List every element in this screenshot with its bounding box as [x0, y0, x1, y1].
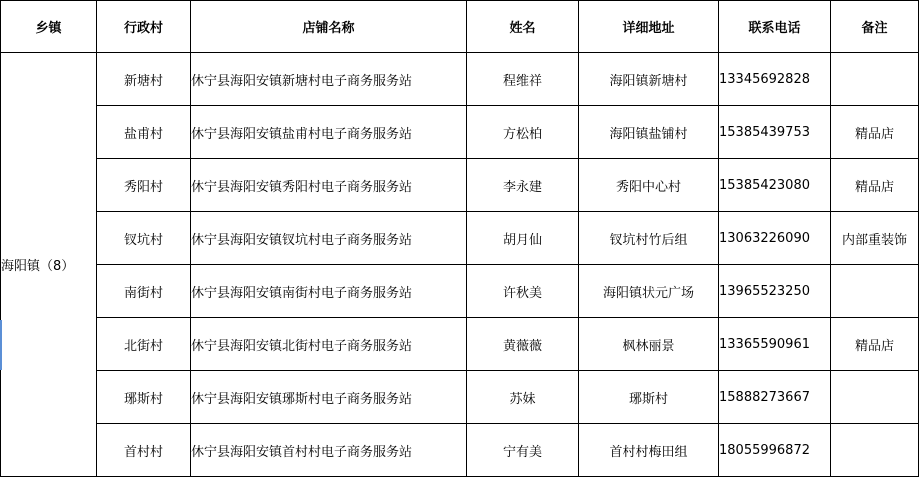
- phone-cell: 13965523250: [719, 265, 831, 318]
- header-person-name: 姓名: [467, 1, 579, 53]
- village-cell: 南街村: [97, 265, 191, 318]
- shop-cell: 休宁县海阳安镇北街村电子商务服务站: [191, 318, 467, 371]
- village-cell: 钗坑村: [97, 212, 191, 265]
- header-town: 乡镇: [1, 1, 97, 53]
- village-cell: 首村村: [97, 424, 191, 477]
- address-cell: 海阳镇盐铺村: [579, 106, 719, 159]
- table-row: [1, 106, 919, 159]
- shop-cell: 休宁县海阳安镇首村村电子商务服务站: [191, 424, 467, 477]
- table-row: [1, 212, 919, 265]
- note-cell: 内部重装饰: [831, 212, 919, 265]
- address-cell: 钗坑村竹后组: [579, 212, 719, 265]
- address-cell: 琊斯村: [579, 371, 719, 424]
- name-cell: 李永建: [467, 159, 579, 212]
- shop-cell: 休宁县海阳安镇钗坑村电子商务服务站: [191, 212, 467, 265]
- town-cell: 海阳镇（8）: [1, 53, 97, 477]
- table-row: [1, 265, 919, 318]
- note-cell: [831, 53, 919, 106]
- table-row: [1, 318, 919, 371]
- name-cell: 宁有美: [467, 424, 579, 477]
- phone-cell: 13365590961: [719, 318, 831, 371]
- phone-cell: 15385423080: [719, 159, 831, 212]
- note-cell: [831, 371, 919, 424]
- shop-cell: 休宁县海阳安镇新塘村电子商务服务站: [191, 53, 467, 106]
- name-cell: 许秋美: [467, 265, 579, 318]
- village-cell: 琊斯村: [97, 371, 191, 424]
- shop-cell: 休宁县海阳安镇南街村电子商务服务站: [191, 265, 467, 318]
- header-note: 备注: [831, 1, 919, 53]
- village-cell: 秀阳村: [97, 159, 191, 212]
- shop-cell: 休宁县海阳安镇秀阳村电子商务服务站: [191, 159, 467, 212]
- address-cell: 首村村梅田组: [579, 424, 719, 477]
- table-row: [1, 424, 919, 477]
- name-cell: 苏妹: [467, 371, 579, 424]
- table-row: [1, 159, 919, 212]
- village-cell: 新塘村: [97, 53, 191, 106]
- phone-cell: 13345692828: [719, 53, 831, 106]
- header-phone: 联系电话: [719, 1, 831, 53]
- name-cell: 黄薇薇: [467, 318, 579, 371]
- header-address: 详细地址: [579, 1, 719, 53]
- selection-edge-marker: [0, 320, 2, 370]
- address-cell: 海阳镇状元广场: [579, 265, 719, 318]
- phone-cell: 15888273667: [719, 371, 831, 424]
- note-cell: [831, 424, 919, 477]
- table-row: [1, 53, 919, 106]
- header-shop-name: 店铺名称: [191, 1, 467, 53]
- address-cell: 海阳镇新塘村: [579, 53, 719, 106]
- village-cell: 北街村: [97, 318, 191, 371]
- shop-cell: 休宁县海阳安镇琊斯村电子商务服务站: [191, 371, 467, 424]
- village-cell: 盐甫村: [97, 106, 191, 159]
- header-village: 行政村: [97, 1, 191, 53]
- table-row: [1, 371, 919, 424]
- note-cell: 精品店: [831, 106, 919, 159]
- note-cell: [831, 265, 919, 318]
- address-cell: 秀阳中心村: [579, 159, 719, 212]
- phone-cell: 13063226090: [719, 212, 831, 265]
- name-cell: 程维祥: [467, 53, 579, 106]
- note-cell: 精品店: [831, 159, 919, 212]
- address-cell: 枫林丽景: [579, 318, 719, 371]
- header-row: [1, 1, 919, 53]
- note-cell: 精品店: [831, 318, 919, 371]
- shop-cell: 休宁县海阳安镇盐甫村电子商务服务站: [191, 106, 467, 159]
- name-cell: 方松柏: [467, 106, 579, 159]
- phone-cell: 15385439753: [719, 106, 831, 159]
- name-cell: 胡月仙: [467, 212, 579, 265]
- phone-cell: 18055996872: [719, 424, 831, 477]
